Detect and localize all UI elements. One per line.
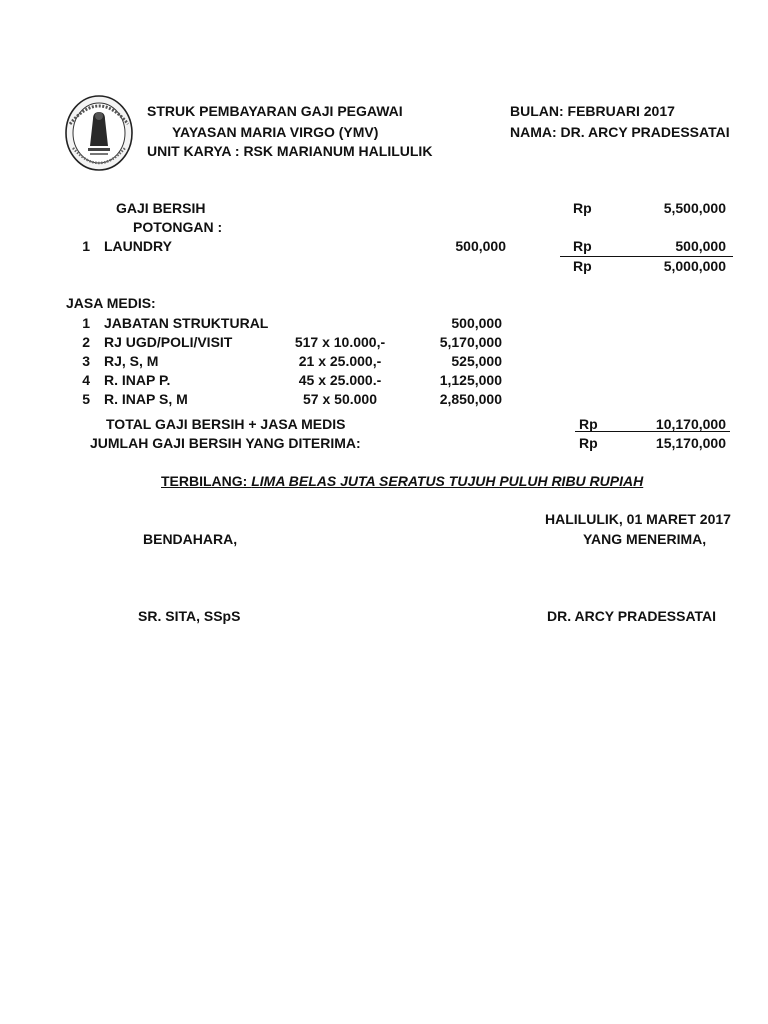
gross-salary-label: GAJI BERSIH bbox=[116, 200, 206, 216]
employee-name: NAMA: DR. ARCY PRADESSATAI bbox=[510, 124, 730, 140]
gross-salary-currency: Rp bbox=[573, 200, 592, 216]
medical-item-no: 4 bbox=[82, 372, 90, 388]
net-salary-currency: Rp bbox=[573, 258, 592, 274]
medical-item-value: 525,000 bbox=[451, 353, 502, 369]
foundation-name: YAYASAN MARIA VIRGO (YMV) bbox=[172, 124, 379, 140]
medical-item-value: 2,850,000 bbox=[439, 391, 502, 407]
medical-item-no: 2 bbox=[82, 334, 90, 350]
amount-in-words-text: LIMA BELAS JUTA SERATUS TUJUH PULUH RIBU RUPIAH bbox=[251, 473, 644, 489]
medical-services-title: JASA MEDIS: bbox=[66, 295, 156, 311]
treasurer-label: BENDAHARA, bbox=[143, 531, 238, 547]
medical-item-value: 5,170,000 bbox=[439, 334, 502, 350]
received-label: JUMLAH GAJI BERSIH YANG DITERIMA: bbox=[90, 435, 361, 451]
deduction-label: LAUNDRY bbox=[104, 238, 172, 254]
work-unit: UNIT KARYA : RSK MARIANUM HALILULIK bbox=[147, 143, 433, 159]
medical-item-label: RJ, S, M bbox=[104, 353, 159, 369]
deduction-amount: 500,000 bbox=[675, 238, 726, 254]
received-currency: Rp bbox=[579, 435, 598, 451]
deductions-label: POTONGAN : bbox=[133, 219, 223, 235]
medical-item-value: 500,000 bbox=[451, 315, 502, 331]
medical-item-calc: 57 x 50.000 bbox=[303, 391, 377, 407]
total-currency: Rp bbox=[579, 416, 598, 432]
medical-item-label: RJ UGD/POLI/VISIT bbox=[104, 334, 233, 350]
total-underline bbox=[575, 431, 730, 432]
medical-item-calc: 517 x 10.000,- bbox=[294, 334, 386, 350]
medical-item-label: R. INAP S, M bbox=[104, 391, 188, 407]
logo-bottom bbox=[0, 0, 1, 1]
medical-item-no: 3 bbox=[82, 353, 90, 369]
medical-item-label: JABATAN STRUKTURAL bbox=[104, 315, 269, 331]
net-salary-amount: 5,000,000 bbox=[663, 258, 726, 274]
yayasan-logo-seal bbox=[64, 94, 134, 172]
total-amount: 10,170,000 bbox=[655, 416, 726, 432]
treasurer-name: SR. SITA, SSpS bbox=[138, 608, 241, 624]
amount-in-words-label: TERBILANG: bbox=[161, 473, 252, 489]
medical-item-label: R. INAP P. bbox=[104, 372, 171, 388]
medical-item-value: 1,125,000 bbox=[439, 372, 502, 388]
total-label: TOTAL GAJI BERSIH + JASA MEDIS bbox=[106, 416, 346, 432]
medical-item-calc: 21 x 25.000,- bbox=[298, 353, 382, 369]
received-amount: 15,170,000 bbox=[655, 435, 726, 451]
medical-item-no: 5 bbox=[82, 391, 90, 407]
slip-title: STRUK PEMBAYARAN GAJI PEGAWAI bbox=[147, 103, 403, 119]
deduction-value: 500,000 bbox=[455, 238, 506, 254]
gross-salary-amount: 5,500,000 bbox=[663, 200, 726, 216]
amount-in-words bbox=[161, 473, 643, 490]
subtotal-divider bbox=[560, 256, 733, 257]
medical-item-no: 1 bbox=[82, 315, 90, 331]
recipient-name: DR. ARCY PRADESSATAI bbox=[547, 608, 717, 624]
recipient-label: YANG MENERIMA, bbox=[583, 531, 707, 547]
deduction-currency: Rp bbox=[573, 238, 592, 254]
deduction-no: 1 bbox=[82, 238, 90, 254]
month-label: BULAN: FEBRUARI 2017 bbox=[510, 103, 675, 119]
place-date: HALILULIK, 01 MARET 2017 bbox=[545, 511, 731, 527]
medical-item-calc: 45 x 25.000.- bbox=[298, 372, 382, 388]
